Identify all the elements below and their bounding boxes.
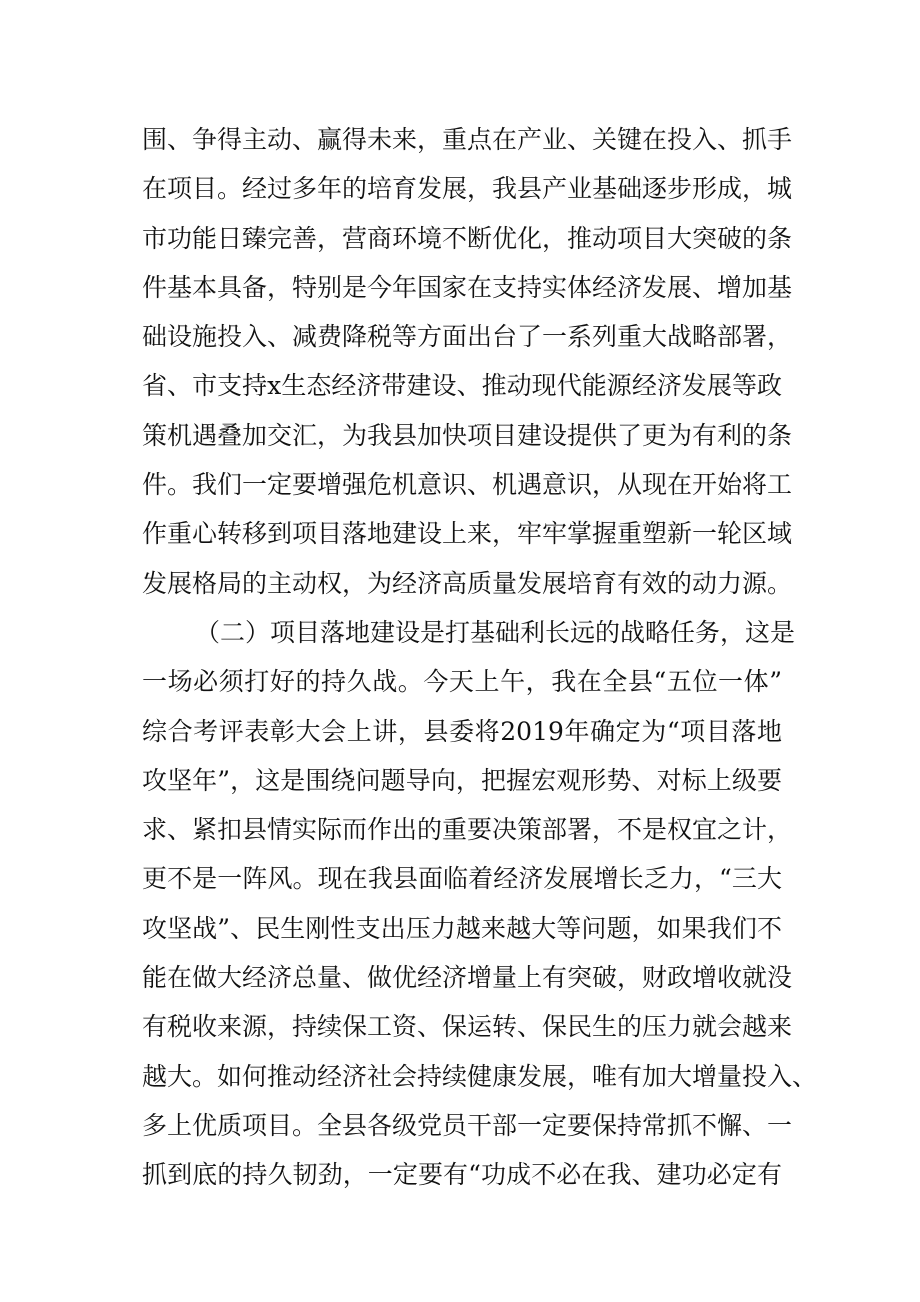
text-line: 越大。如何推动经济社会持续健康发展，唯有加大增量投入、 xyxy=(142,1061,818,1091)
text-line: 省、市支持x生态经济带建设、推动现代能源经济发展等政 xyxy=(142,371,782,401)
text-line: （二）项目落地建设是打基础利长远的战略任务，这是 xyxy=(195,617,796,647)
text-line: 作重心转移到项目落地建设上来，牢牢掌握重塑新一轮区域 xyxy=(142,519,793,549)
text-line: 围、争得主动、赢得未来，重点在产业、关键在投入、抓手 xyxy=(142,125,793,154)
text-line: 多上优质项目。全县各级党员干部一定要保持常抓不懈、一 xyxy=(142,1110,793,1140)
text-line: 攻坚年”，这是围绕问题导向，把握宏观形势、对标上级要 xyxy=(142,765,782,795)
paragraph-1 xyxy=(142,120,793,613)
text-line: 求、紧扣县情实际而作出的重要决策部署，不是权宜之计， xyxy=(142,815,793,845)
text-line: 综合考评表彰大会上讲，县委将2019年确定为“项目落地 xyxy=(142,716,782,746)
text-line: 础设施投入、减费降税等方面出台了一系列重大战略部署， xyxy=(142,322,793,352)
text-line: 发展格局的主动权，为经济高质量发展培育有效的动力源。 xyxy=(142,568,793,598)
text-line: 在项目。经过多年的培育发展，我县产业基础逐步形成，城 xyxy=(142,174,793,204)
text-line: 市功能日臻完善，营商环境不断优化，推动项目大突破的条 xyxy=(142,223,793,253)
document-body xyxy=(142,120,818,1205)
text-line: 更不是一阵风。现在我县面临着经济发展增长乏力，“三大 xyxy=(142,864,782,894)
text-line: 攻坚战”、民生刚性支出压力越来越大等问题，如果我们不 xyxy=(142,913,782,943)
text-line: 件基本具备，特别是今年国家在支持实体经济发展、增加基 xyxy=(142,272,793,302)
paragraph-2 xyxy=(142,613,818,1205)
text-line: 有税收来源，持续保工资、保运转、保民生的压力就会越来 xyxy=(142,1012,793,1042)
text-line: 一场必须打好的持久战。今天上午，我在全县“五位一体” xyxy=(142,667,782,697)
text-line: 策机遇叠加交汇，为我县加快项目建设提供了更为有利的条 xyxy=(142,420,793,450)
text-line: 抓到底的持久韧劲，一定要有“功成不必在我、建功必定有 xyxy=(142,1160,782,1190)
text-line: 件。我们一定要增强危机意识、机遇意识，从现在开始将工 xyxy=(142,470,793,500)
text-line: 能在做大经济总量、做优经济增量上有突破，财政增收就没 xyxy=(142,963,793,993)
